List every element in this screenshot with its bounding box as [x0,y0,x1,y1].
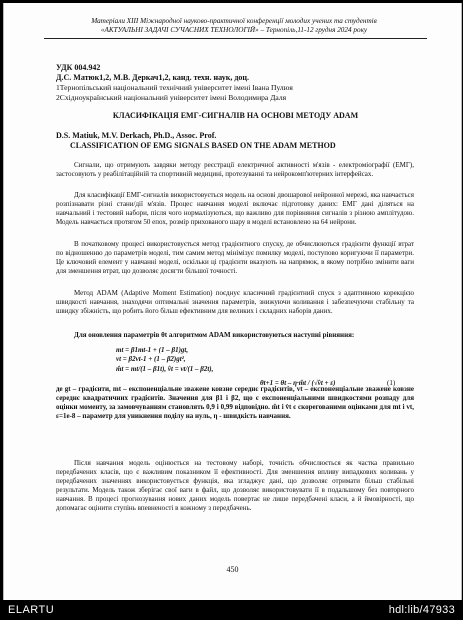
title-ua: КЛАСИФІКАЦІЯ ЕМГ-СИГНАЛІВ НА ОСНОВІ МЕТОДУ ADAM [112,111,359,120]
page-number: 450 [226,565,239,574]
header-divider [44,38,427,39]
handle-link[interactable]: hdl:lib/47933 [388,604,455,616]
formula-bias-correction: m̂t = mt/(1 – β1t), v̂t = vt/(1 – β2t), [116,365,214,373]
paragraph-gradient: В початковому процесі використовується метод градієнтного спуску, де обчислюються градієнти функції втрат по відношенню до параметрів моделі, тим самим метод мінімізує помилку моделі, поступово коригуючи її параметри. Це ключовий елемент у навчанні моделі, оскільки ці градієнти вказують на напрямок, в якому потрібно змінити ваги для зменшення втрат, що дозволяє досягти більшої точності. [56,240,414,276]
formula-v: vt = β2vt-1 + (1 – β2)gt², [116,355,186,363]
title-en: CLASSIFICATION OF EMG SIGNALS BASED ON THE ADAM METHOD [70,141,336,150]
formula-theta-update: θt+1 = θt – η·m̂t / (√v̂t + ε) [260,379,336,387]
paragraph-equations-intro: Для оновлення параметрів θt алгоритмом ADAM використовуються наступні рівняння: [74,331,355,339]
paragraph-definitions: де gt – градієнти, mt – експоненціальне зважене ковзне середнє градієнтів, vt – експоненціальне зважене ковзне середнє квадратичних градієнтів. Значення для β1 і β2, що є експоненціальними швидкостями розпаду для оцінки моменту, за замовчуванням становлять 0,9 і 0,99 відповідно. m̂t і v̂t є скорегованими оцінками для mt і vt, ε=1e-8 – параметр для уникнення поділу на нуль, η - швидкість навчання. [56,385,414,421]
footer-bar [0,600,463,620]
authors-ua: Д.С. Матюк1,2, М.В. Деркач1,2, канд. техн. наук, доц. [56,73,249,82]
formula-m: mt = β1mt-1 + (1 – β1)gt, [116,346,189,354]
conference-header-line2: «АКТУАЛЬНІ ЗАДАЧІ СУЧАСНИХ ТЕХНОЛОГІЙ» – Тернопіль,11-12 грудня 2024 року [100,26,368,34]
paragraph-intro: Сигнали, що отримують завдяки методу реєстрації електричної активності м'язів - електроміографії (ЕМГ), застосовують у реабілітаційній та спортивній медицині, протезуванні та нейрокомп'ютерних інтерфейсах. [56,161,414,179]
equation-number: (1) [387,379,396,387]
authors-en: D.S. Matiuk, M.V. Derkach, Ph.D., Assoc. Prof. [56,131,217,140]
repository-name: ELARTU [8,604,55,616]
conference-header-line1: Матеріали XIII Міжнародної науково-практичної конференції молодих учених та студентів [91,17,377,25]
affiliation-1: 1Тернопільський національний технічний університет імені Івана Пулюя [56,83,293,92]
document-page [3,3,462,600]
affiliation-2: 2Східноукраїнський національний університет імені Володимира Даля [56,93,287,102]
paragraph-model: Для класифікації ЕМГ-сигналів використовується модель на основі двошарової нейронної мережі, яка навчається розпізнавати різні стани/дії м'язів. Процес навчання моделі включає підготовку даних: ЕМГ дані діляться на навчальний і тестовий набори, після чого нормалізуються, що важливо для порівняння сигналів з різною амплітудою. Модель навчається протягом 50 епох, розмір прихованого шару в моделі встановлено на 64 нейрони. [56,191,414,227]
paragraph-evaluation: Після навчання модель оцінюється на тестовому наборі, точність обчислюється як частка правильно передбачених класів, що є важливим показником її ефективності. Для зменшення впливу випадкових коливань у передбачених значеннях використовується функція, яка згладжує дані, що дозволяє отримати більш стабільні результати. Модель також зберігає свої ваги в файл, що дозволяє використовувати її в подальшому без повторного навчання. В процесі прогнозування нових даних модель повертає не лише передбачені класи, а й ймовірності, що допомагає оцінити ступінь впевненості в кожному з передбачень. [56,459,414,513]
udk-code: УДК 004.942 [56,63,101,72]
paragraph-adam: Метод ADAM (Adaptive Moment Estimation) поєднує класичний градієнтний спуск з адаптивною корекцією швидкості навчання, знаходячи оптимальні значення параметрів, знижуючи коливання і забезпечуючи стабільну та швидку збіжність, що робить його більш ефективним для великих і складних наборів даних. [56,289,414,316]
